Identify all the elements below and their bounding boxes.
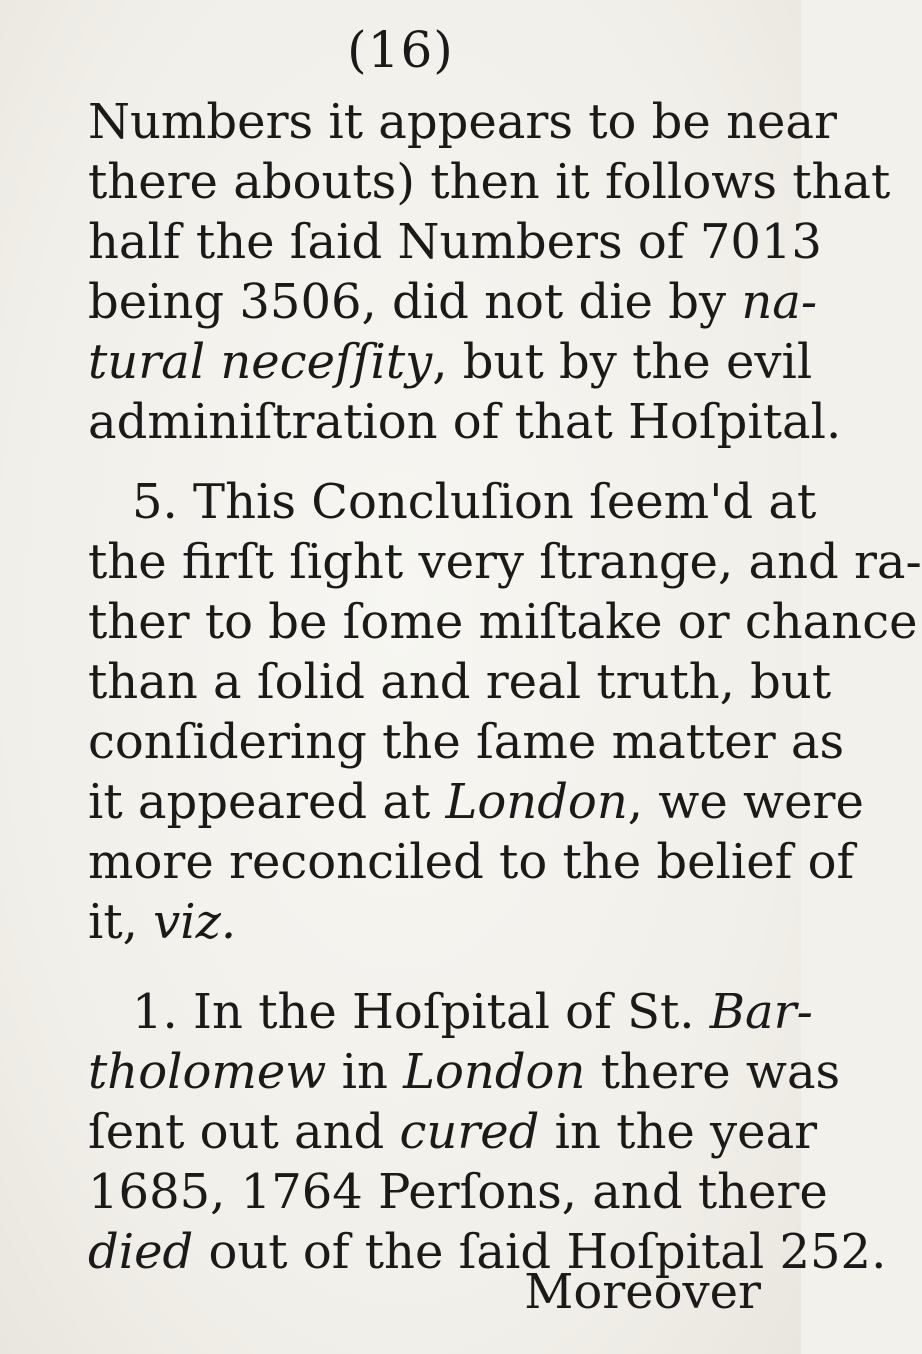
text-run: more reconciled to the belief of [88, 834, 855, 890]
text-run: , but by the evil [432, 334, 813, 390]
text-run: conſidering the ſame matter as [88, 714, 845, 770]
text-line [0, 982, 813, 1042]
italic-run: tural neceſſity [88, 334, 433, 390]
text-line [0, 272, 818, 332]
text-run: being 3506, did not die by [88, 274, 742, 330]
text-run: 5. This Concluſion ſeem'd at [132, 474, 817, 530]
text-run: half the ſaid Numbers of 7013 [88, 214, 822, 270]
text-run: there was [585, 1044, 841, 1100]
italic-run: tholomew [88, 1044, 327, 1100]
text-run: in the year [539, 1104, 818, 1160]
italic-run: na- [741, 274, 818, 330]
text-line [0, 532, 922, 592]
text-line [0, 472, 817, 532]
italic-run: died [88, 1224, 194, 1280]
text-run: ther to be ſome miſtake or chance [88, 594, 918, 650]
text-line [0, 212, 822, 272]
text-line [0, 1102, 818, 1162]
text-run: it appeared at [88, 774, 446, 830]
text-line [0, 1042, 841, 1102]
italic-run: viz. [153, 894, 237, 950]
italic-run: London [445, 774, 628, 830]
text-line [0, 152, 891, 212]
italic-run: London [403, 1044, 586, 1100]
catchword: Moreover [524, 1264, 761, 1320]
text-line [0, 772, 864, 832]
text-run: there abouts) then it follows that [88, 154, 891, 210]
text-run: out of the ſaid Hoſpital 252. [193, 1224, 887, 1280]
text-line [0, 652, 832, 712]
italic-run: Bar- [709, 984, 813, 1040]
text-line [0, 1162, 828, 1222]
text-line [0, 332, 813, 392]
text-run: it, [88, 894, 154, 950]
text-line [0, 892, 801, 952]
text-line [0, 832, 855, 892]
text-run: than a ſolid and real truth, but [88, 654, 832, 710]
text-run: in [326, 1044, 404, 1100]
text-run: adminiſtration of that Hoſpital. [88, 394, 842, 450]
text-run: , we were [627, 774, 864, 830]
text-run: Numbers it appears to be near [88, 94, 837, 150]
italic-run: cured [399, 1104, 540, 1160]
text-run: ſent out and [88, 1104, 400, 1160]
text-line [0, 592, 918, 652]
text-line [0, 92, 837, 152]
text-run: 1685, 1764 Perſons, and there [88, 1164, 828, 1220]
text-line [0, 712, 845, 772]
page-number: (16) [347, 21, 454, 79]
text-line [0, 392, 842, 452]
text-run: 1. In the Hoſpital of St. [132, 984, 710, 1040]
text-run: the firſt ſight very ſtrange, and ra- [88, 534, 922, 590]
